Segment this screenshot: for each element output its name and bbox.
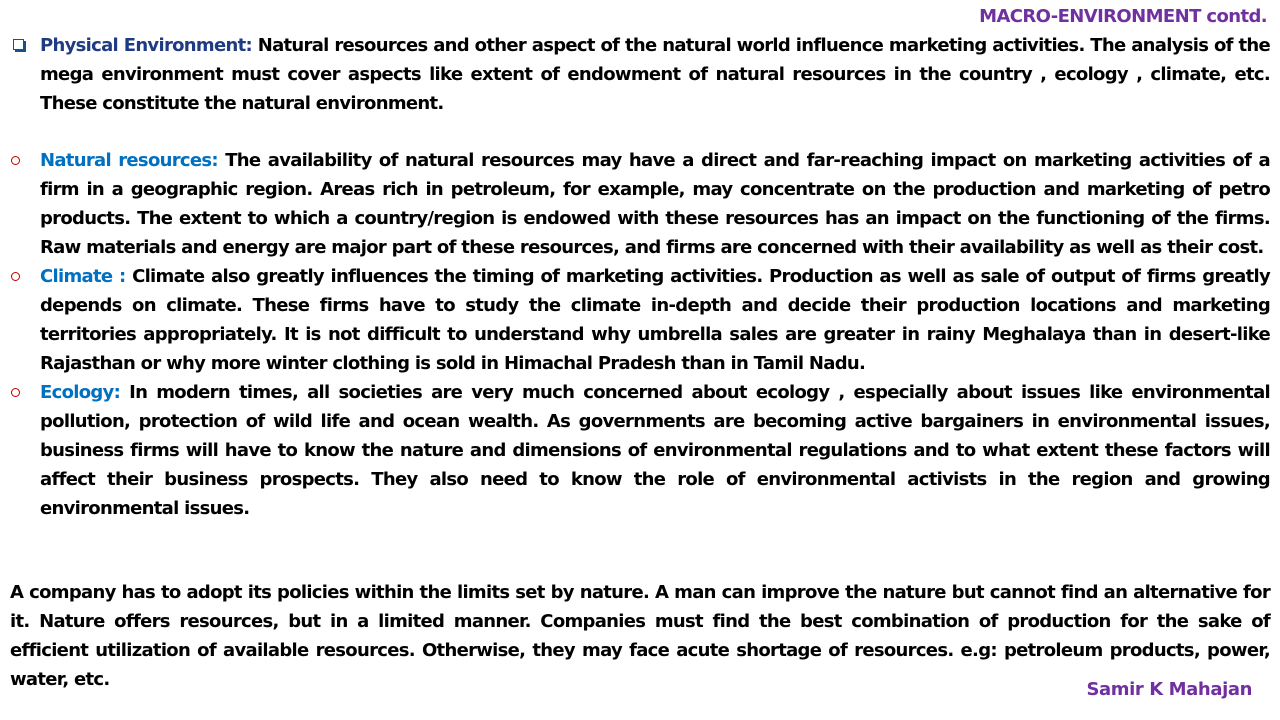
conclusion-paragraph: A company has to adopt its policies within the limits set by nature. A man can improve the nature but cannot find an alternative for it. Nature offers resources, but in a limited manner. Companies must find the best combination of production for the sake of efficient utilization of available resources. Otherwise, they may face acute shortage of resources. e.g: petroleum products, power, water, etc. — [10, 582, 1270, 690]
checkbox-square-icon — [10, 31, 40, 60]
circle-bullet-icon — [10, 146, 40, 175]
subitem-lead: Ecology: — [40, 382, 121, 403]
subitem-lead: Climate : — [40, 266, 126, 287]
circle-bullet-icon — [10, 378, 40, 407]
subitem-body: In modern times, all societies are very much concerned about ecology , especially about issues like environmental pollution, protection of wild life and ocean wealth. As governments are becoming active bargainers in environmental issues, business firms will have to know the nature and dimensions of environmental regulations and to what extent these factors will affect their business prospects. They also need to know the role of environmental activists in the region and growing environmental issues. — [40, 382, 1270, 519]
slide-title: MACRO-ENVIRONMENT contd. — [979, 6, 1267, 27]
intro-body: Natural resources and other aspect of the natural world influence marketing activities. The analysis of the mega environment must cover aspects like extent of endowment of natural resources in the country , ecology , climate, etc. These constitute the natural environment. — [40, 35, 1270, 114]
subitem-natural-resources — [10, 146, 1270, 262]
circle-bullet-icon — [10, 262, 40, 291]
subitem-body: The availability of natural resources may have a direct and far-reaching impact on marketing activities of a firm in a geographic region. Areas rich in petroleum, for example, may concentrate on the production and marketing of petro products. The extent to which a country/region is endowed with these resources has an impact on the functioning of the firms. Raw materials and energy are major part of these resources, and firms are concerned with their availability as well as their cost. — [40, 150, 1270, 258]
subitem-text — [40, 146, 1270, 262]
intro-item — [10, 31, 1270, 118]
subitem-body: Climate also greatly influences the timing of marketing activities. Production as well as sale of output of firms greatly depends on climate. These firms have to study the climate in-depth and decide their production locations and marketing territories appropriately. It is not difficult to understand why umbrella sales are greater in rainy Meghalaya than in desert-like Rajasthan or why more winter clothing is sold in Himachal Pradesh than in Tamil Nadu. — [40, 266, 1270, 374]
subitem-ecology — [10, 378, 1270, 523]
intro-text — [40, 31, 1270, 118]
subitem-climate — [10, 262, 1270, 378]
intro-section — [10, 31, 1270, 118]
subitems-section — [10, 146, 1270, 523]
subitem-lead: Natural resources: — [40, 150, 218, 171]
intro-lead: Physical Environment: — [40, 35, 252, 56]
subitem-text — [40, 378, 1270, 523]
author-name: Samir K Mahajan — [1086, 679, 1252, 700]
subitem-text — [40, 262, 1270, 378]
